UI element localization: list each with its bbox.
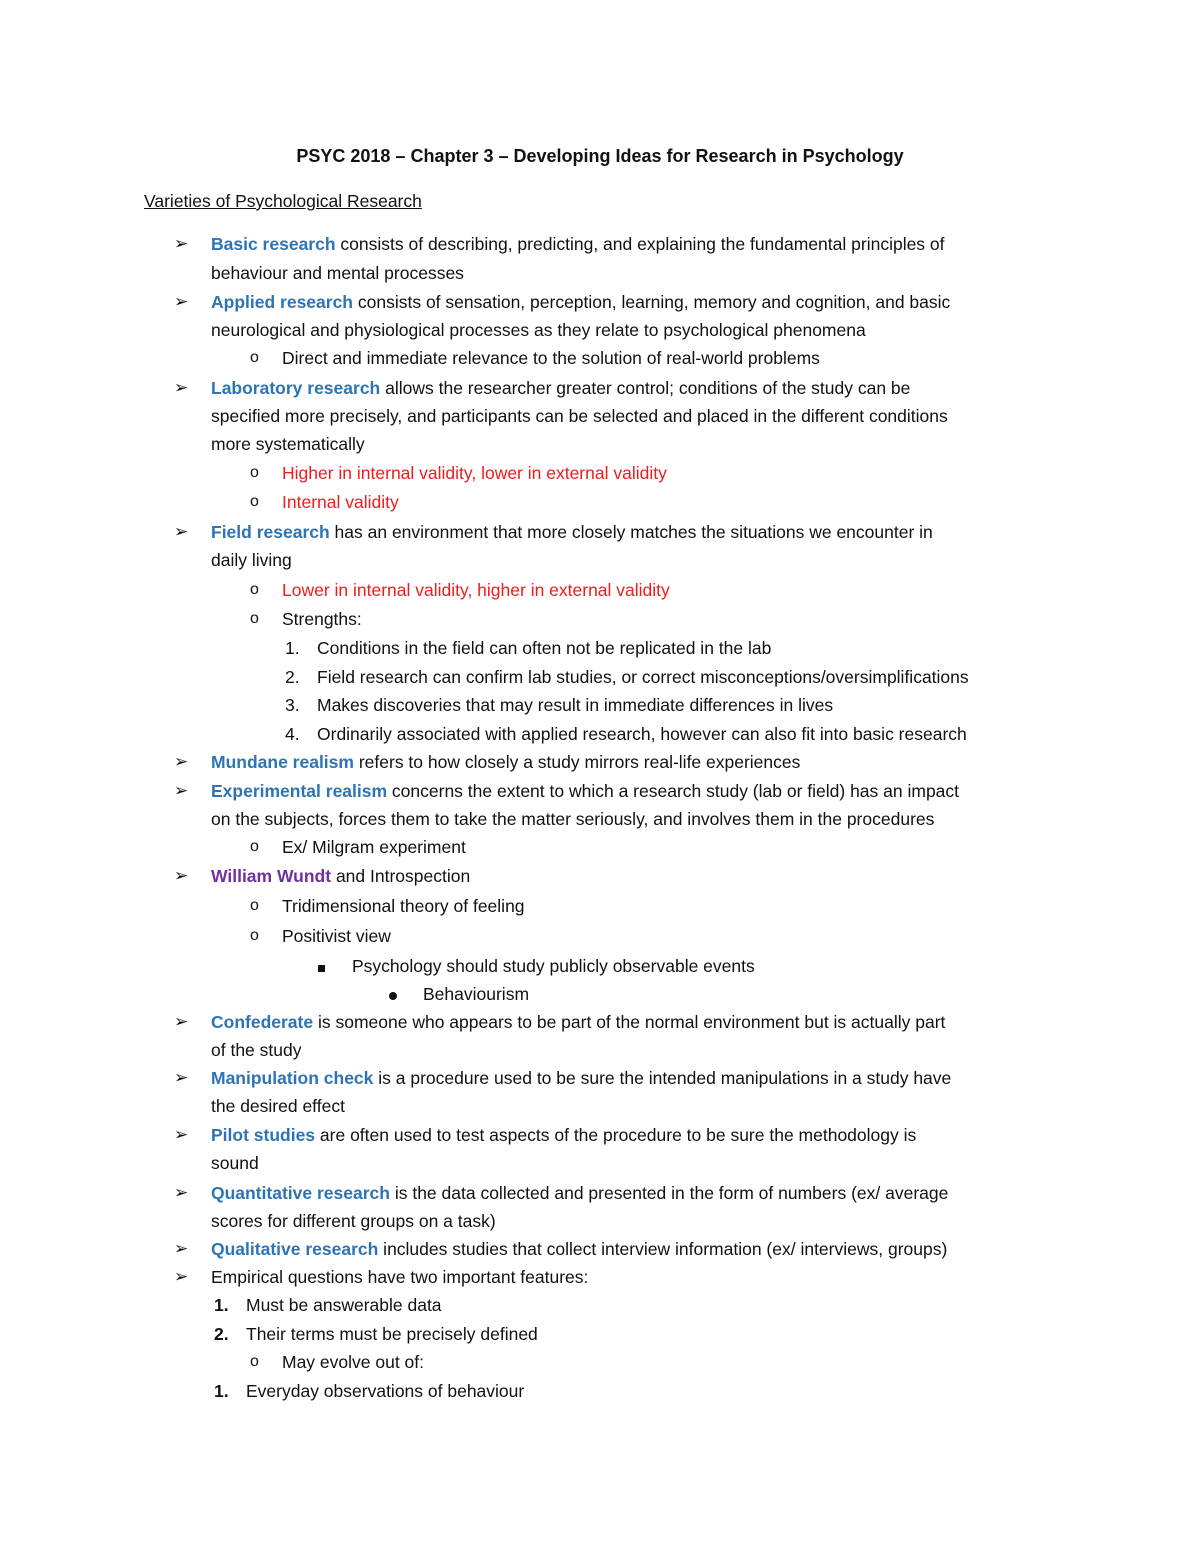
- definition-text: allows the researcher greater control; conditions of the study can be: [380, 378, 911, 398]
- arrow-bullet-icon: ➢: [174, 866, 189, 885]
- term-quantitative-research: Quantitative research: [211, 1183, 390, 1203]
- arrow-bullet-icon: ➢: [174, 1183, 189, 1202]
- section-heading: Varieties of Psychological Research: [144, 191, 422, 211]
- list-item-continuation: on the subjects, forces them to take the matter seriously, and involves them in the procedures: [211, 809, 935, 829]
- list-item-continuation: more systematically: [211, 434, 365, 454]
- term-laboratory-research: Laboratory research: [211, 378, 381, 398]
- sub-item: o Lower in internal validity, higher in external validity: [0, 575, 1200, 605]
- list-item: [0, 747, 1200, 777]
- number-marker: 1.: [285, 638, 300, 658]
- circle-bullet-icon: o: [250, 493, 259, 510]
- numbered-item: 2. Field research can confirm lab studies, or correct misconceptions/oversimplifications: [0, 662, 1200, 692]
- list-item: [0, 776, 1200, 806]
- sub-item: o Ex/ Milgram experiment: [0, 832, 1200, 862]
- sub-item: o Strengths:: [0, 604, 1200, 634]
- term-basic-research: Basic research: [211, 234, 336, 254]
- sub-item: o Positivist view: [0, 921, 1200, 951]
- list-item: [0, 517, 1200, 547]
- arrow-bullet-icon: ➢: [174, 1239, 189, 1258]
- definition-text: and Introspection: [331, 866, 471, 886]
- definition-text: refers to how closely a study mirrors real-life experiences: [353, 752, 801, 772]
- numbered-item: 1. Everyday observations of behaviour: [0, 1376, 1200, 1406]
- term-field-research: Field research: [211, 522, 330, 542]
- definition-text: is a procedure used to be sure the intended manipulations in a study have: [373, 1068, 952, 1088]
- circle-bullet-icon: o: [250, 581, 259, 598]
- arrow-bullet-icon: ➢: [174, 522, 189, 541]
- term-manipulation-check: Manipulation check: [211, 1068, 374, 1088]
- list-item-continuation: sound: [211, 1153, 259, 1173]
- sub-item: o Tridimensional theory of feeling: [0, 891, 1200, 921]
- list-item: [0, 1007, 1200, 1037]
- sub-item: o May evolve out of:: [0, 1347, 1200, 1377]
- number-marker: 2.: [285, 667, 300, 687]
- circle-bullet-icon: o: [250, 927, 259, 944]
- term-mundane-realism: Mundane realism: [211, 752, 354, 772]
- list-item: [0, 1063, 1200, 1093]
- list-item-continuation: specified more precisely, and participants can be selected and placed in the different conditions: [211, 406, 948, 426]
- definition-text: is the data collected and presented in the form of numbers (ex/ average: [389, 1183, 949, 1203]
- list-item: ➢ Empirical questions have two important features:: [0, 1262, 1200, 1292]
- definition-text: concerns the extent to which a research study (lab or field) has an impact: [387, 781, 960, 801]
- term-experimental-realism: Experimental realism: [211, 781, 388, 801]
- list-item-continuation: neurological and physiological processes as they relate to psychological phenomena: [211, 320, 866, 340]
- number-marker: 4.: [285, 724, 300, 744]
- definition-text: includes studies that collect interview information (ex/ interviews, groups): [378, 1239, 948, 1259]
- definition-text: are often used to test aspects of the procedure to be sure the methodology is: [315, 1125, 917, 1145]
- list-item: [0, 287, 1200, 317]
- list-item: [0, 1178, 1200, 1208]
- arrow-bullet-icon: ➢: [174, 292, 189, 311]
- sub-item: o Higher in internal validity, lower in external validity: [0, 458, 1200, 488]
- number-marker: 3.: [285, 695, 300, 715]
- list-item-continuation: the desired effect: [211, 1096, 345, 1116]
- arrow-bullet-icon: ➢: [174, 1267, 189, 1286]
- numbered-item: 1. Must be answerable data: [0, 1290, 1200, 1320]
- circle-bullet-icon: o: [250, 897, 259, 914]
- arrow-bullet-icon: ➢: [174, 234, 189, 253]
- square-bullet-icon: [318, 965, 325, 972]
- term-qualitative-research: Qualitative research: [211, 1239, 379, 1259]
- circle-bullet-icon: o: [250, 838, 259, 855]
- definition-text: consists of sensation, perception, learning, memory and cognition, and basic: [353, 292, 951, 312]
- number-marker: 1.: [214, 1381, 229, 1401]
- arrow-bullet-icon: ➢: [174, 1012, 189, 1031]
- term-applied-research: Applied research: [211, 292, 353, 312]
- section-heading-line: [0, 186, 1200, 216]
- arrow-bullet-icon: ➢: [174, 752, 189, 771]
- circle-bullet-icon: o: [250, 1353, 259, 1370]
- arrow-bullet-icon: ➢: [174, 781, 189, 800]
- list-item: [0, 1120, 1200, 1150]
- definition-text: consists of describing, predicting, and explaining the fundamental principles of: [335, 234, 945, 254]
- page-title: PSYC 2018 – Chapter 3 – Developing Ideas for Research in Psychology: [296, 146, 904, 166]
- list-item: [0, 229, 1200, 259]
- list-item: [0, 373, 1200, 403]
- list-item-continuation: of the study: [211, 1040, 302, 1060]
- definition-text: has an environment that more closely matches the situations we encounter in: [329, 522, 933, 542]
- list-item-continuation: scores for different groups on a task): [211, 1211, 496, 1231]
- term-confederate: Confederate: [211, 1012, 314, 1032]
- circle-bullet-icon: o: [250, 349, 259, 366]
- list-item: [0, 861, 1200, 891]
- sub-sub-item: Psychology should study publicly observable events: [0, 951, 1200, 981]
- list-item: [0, 1234, 1200, 1264]
- numbered-item: 4. Ordinarily associated with applied research, however can also fit into basic research: [0, 719, 1200, 749]
- term-william-wundt: William Wundt: [211, 866, 332, 886]
- arrow-bullet-icon: ➢: [174, 1068, 189, 1087]
- sub-item: o Direct and immediate relevance to the solution of real-world problems: [0, 343, 1200, 373]
- circle-bullet-icon: o: [250, 610, 259, 627]
- number-marker: 1.: [214, 1295, 229, 1315]
- arrow-bullet-icon: ➢: [174, 1125, 189, 1144]
- numbered-item: 2. Their terms must be precisely defined: [0, 1319, 1200, 1349]
- dot-bullet-icon: [389, 992, 397, 1000]
- numbered-item: 1. Conditions in the field can often not be replicated in the lab: [0, 633, 1200, 663]
- sub-item: o Internal validity: [0, 487, 1200, 517]
- list-item-continuation: behaviour and mental processes: [211, 263, 464, 283]
- numbered-item: 3. Makes discoveries that may result in immediate differences in lives: [0, 690, 1200, 720]
- list-item-continuation: daily living: [211, 550, 292, 570]
- number-marker: 2.: [214, 1324, 229, 1344]
- arrow-bullet-icon: ➢: [174, 378, 189, 397]
- circle-bullet-icon: o: [250, 464, 259, 481]
- term-pilot-studies: Pilot studies: [211, 1125, 316, 1145]
- definition-text: is someone who appears to be part of the normal environment but is actually part: [313, 1012, 946, 1032]
- sub-sub-sub-item: Behaviourism: [0, 979, 1200, 1009]
